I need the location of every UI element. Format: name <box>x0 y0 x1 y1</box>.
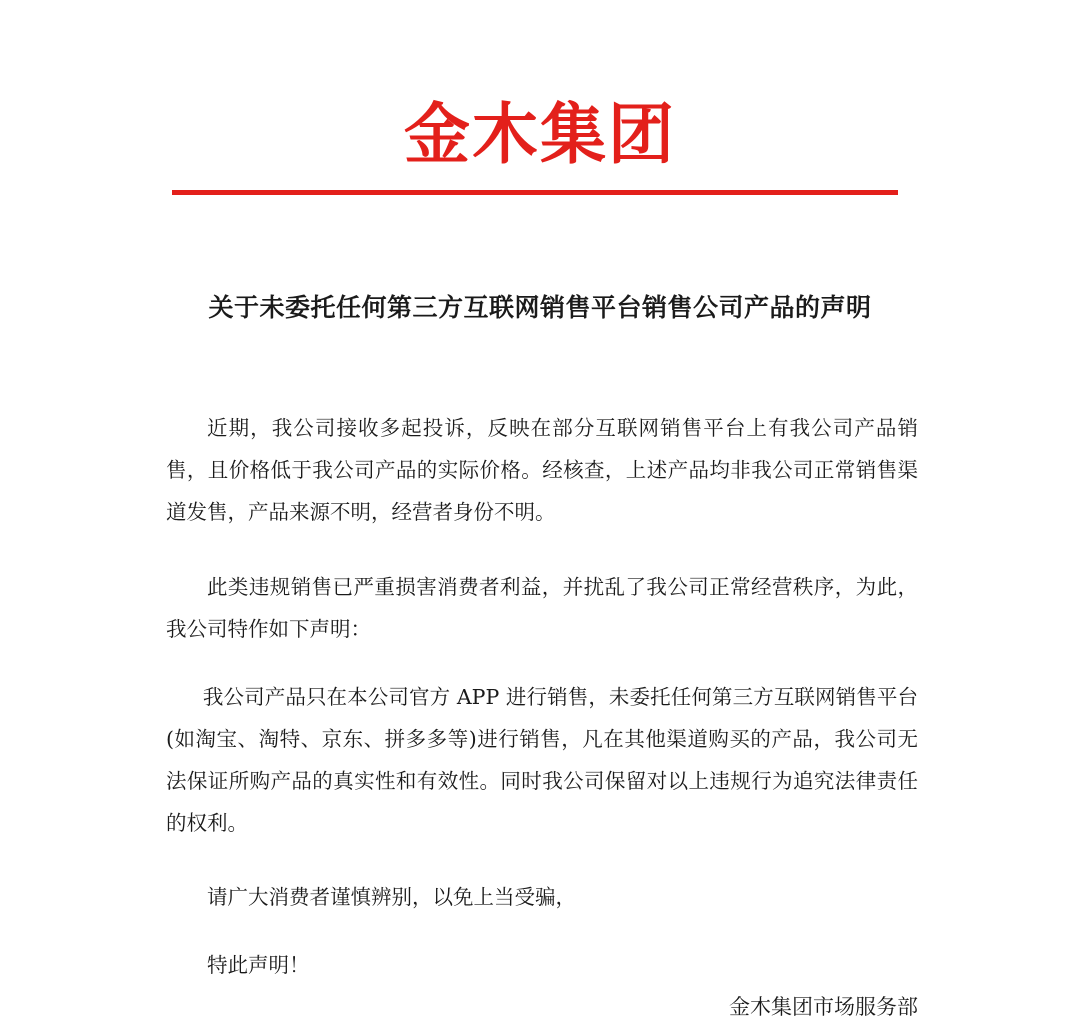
signature-department: 金木集团市场服务部 <box>729 995 918 1019</box>
company-letterhead: 金木集团 <box>404 96 676 173</box>
letterhead-red-rule <box>172 190 898 195</box>
paragraph-complaints: 近期，我公司接收多起投诉，反映在部分互联网销售平台上有我公司产品销售，且价格低于我公司产品的实际价格。经核查，上述产品均非我公司正常销售渠道发售，产品来源不明，经营者身份不明。 <box>166 416 918 524</box>
paragraph-caution: 请广大消费者谨慎辨别，以免上当受骗， <box>207 885 576 909</box>
paragraph-closing: 特此声明！ <box>207 953 310 977</box>
paragraph-official-channel: 我公司产品只在本公司官方 APP 进行销售，未委托任何第三方互联网销售平台(如淘宝、淘特、京东、拼多多等)进行销售，凡在其他渠道购买的产品，我公司无法保证所购产品的真实性和有效性。同时我公司保留对以上违规行为追究法律责任的权利。 <box>166 685 918 835</box>
document-title: 关于未委托任何第三方互联网销售平台销售公司产品的声明 <box>208 293 872 322</box>
paragraph-harm: 此类违规销售已严重损害消费者利益，并扰乱了我公司正常经营秩序，为此，我公司特作如下声明： <box>166 575 918 641</box>
